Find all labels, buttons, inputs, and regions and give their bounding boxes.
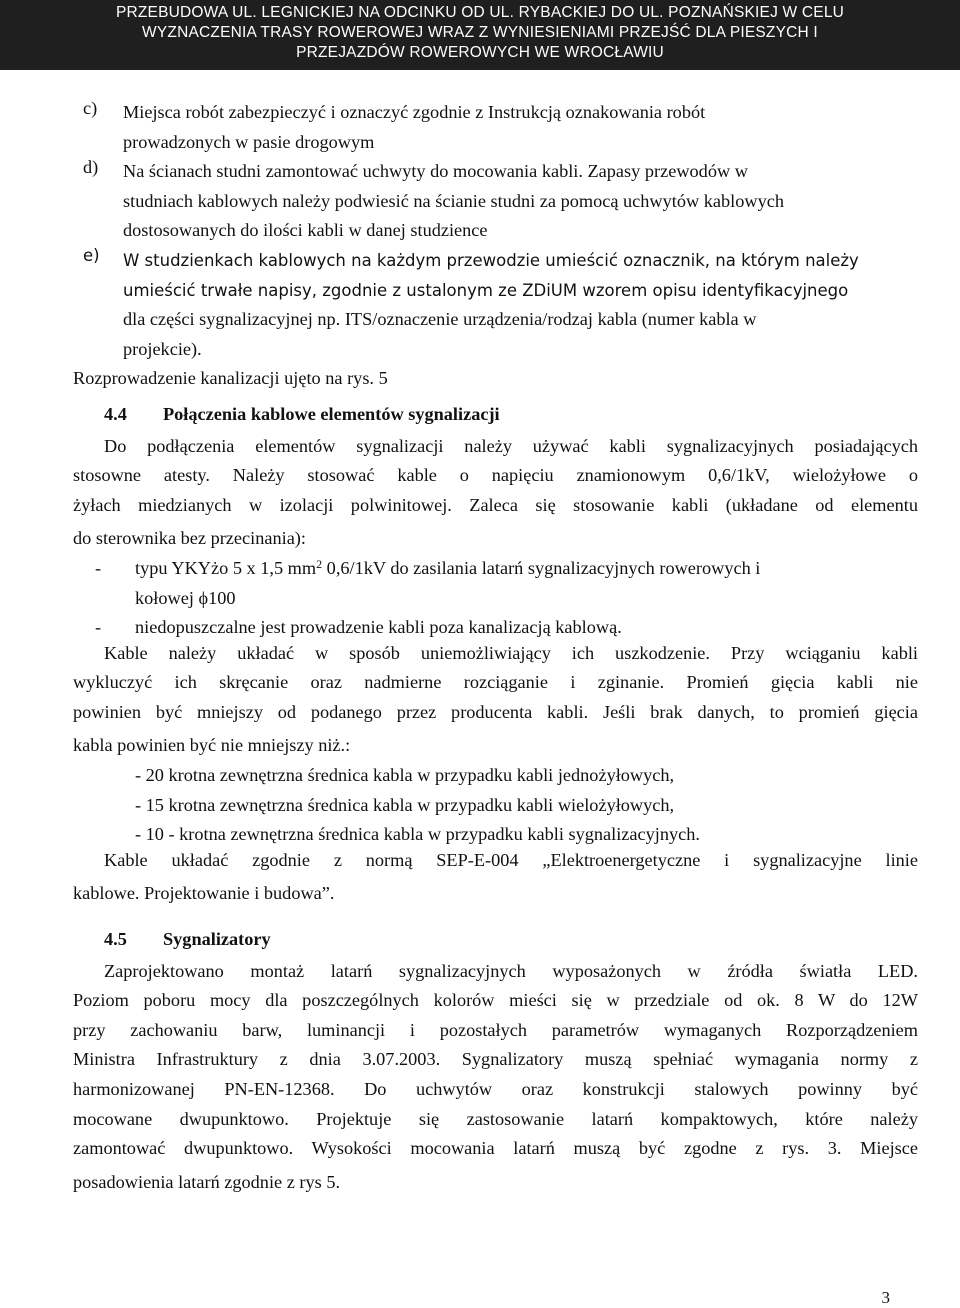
section-number: 4.4 [104, 403, 127, 424]
radius-item: - 20 krotna zewnętrzna średnica kabla w przypadku kabli jednożyłowych, [135, 765, 675, 786]
paragraph-line: Ministra Infrastruktury z dnia 3.07.2003. Sygnalizatory muszą spełniać wymagania normy z [73, 1049, 918, 1070]
paragraph-line: Do podłączenia elementów sygnalizacji należy używać kabli sygnalizacyjnych posiadających [104, 435, 918, 456]
paragraph-line: do sterownika bez przecinania): [73, 528, 306, 549]
list-item-e [73, 246, 918, 364]
radius-item: - 10 - krotna zewnętrzna średnica kabla w przypadku kabli sygnalizacyjnych. [135, 824, 700, 845]
section-heading-4-5 [73, 925, 918, 955]
header-line-3: PRZEJAZDÓW ROWEROWYCH WE WROCŁAWIU [296, 44, 664, 61]
paragraph-line: żyłach miedzianych w izolacji polwinitowej. Zaleca się stosowanie kabli (układane od elementu [73, 494, 918, 515]
section-number: 4.5 [104, 929, 127, 950]
dash-text: niedopuszczalne jest prowadzenie kabli poza kanalizacją kablową. [135, 617, 622, 638]
cable-type-text: typu YKYżo 5 x 1,5 mm [135, 557, 317, 578]
paragraph-line: przy zachowaniu barw, luminancji i pozostałych parametrów wymaganych Rozporządzeniem [73, 1019, 918, 1040]
text-line: Na ścianach studni zamontować uchwyty do mocowania kabli. Zapasy przewodów w [123, 161, 748, 182]
paragraph-line: Kable należy układać w sposób uniemożliwiający ich uszkodzenie. Przy wciąganiu kabli [104, 642, 918, 663]
text-line: W studzienkach kablowych na każdym przewodzie umieścić oznacznik, na którym należy [123, 250, 859, 270]
paragraph-line: Kable układać zgodnie z normą SEP-E-004 „Elektroenergetyczne i sygnalizacyjne linie [104, 849, 918, 870]
section-heading-4-4 [73, 400, 918, 430]
dash-item-continuation: kołowej ϕ100 [135, 587, 236, 608]
text-line: Miejsca robót zabezpieczyć i oznaczyć zgodnie z Instrukcją oznakowania robót [123, 102, 706, 122]
paragraph-line: Zaprojektowano montaż latarń sygnalizacyjnych wyposażonych w źródła światła LED. [104, 960, 918, 981]
header-line-1: PRZEBUDOWA UL. LEGNICKIEJ NA ODCINKU OD UL. RYBACKIEJ DO UL. POZNAŃSKIEJ W CELU [115, 4, 845, 21]
radius-item: - 15 krotna zewnętrzna średnica kabla w przypadku kabli wielożyłowych, [135, 794, 675, 815]
list-label: c) [83, 98, 98, 118]
text-line: dla części sygnalizacyjnej np. ITS/oznaczenie urządzenia/rodzaj kabla (numer kabla w [123, 309, 757, 330]
text-line: studniach kablowych należy podwiesić na ścianie studni za pomocą uchwytów kablowych [123, 190, 784, 211]
paragraph-line: kabla powinien być nie mniejszy niż.: [73, 735, 351, 756]
page-body [73, 98, 918, 1197]
dash-item-cable-type: - typu YKYżo 5 x 1,5 $mm^2$ 0,6/1kV do zasilania latarń sygnalizacyjnych rowerowych i [95, 556, 761, 578]
text-line: dostosowanych do ilości kabli w danej studzience [123, 220, 488, 241]
paragraph-line: mocowane dwupunktowo. Projektuje się zastosowanie latarń kompaktowych, które należy [73, 1108, 918, 1129]
paragraph-line: stosowne atesty. Należy stosować kable o napięciu znamionowym 0,6/1kV, wielożyłowe o [73, 465, 918, 486]
paragraph-line: wykluczyć ich skręcanie oraz nadmierne rozciąganie i zginanie. Promień gięcia kabli nie [73, 672, 918, 693]
paragraph-line: posadowienia latarń zgodnie z rys 5. [73, 1171, 341, 1192]
dash-item-no-outside: - niedopuszczalne jest prowadzenie kabli poza kanalizacją kablową. [95, 617, 622, 638]
list-item-d [73, 157, 918, 246]
section-title: Sygnalizatory [163, 929, 271, 950]
text-line: projekcie). [123, 338, 202, 359]
paragraph-line: harmonizowanej PN-EN-12368. Do uchwytów oraz konstrukcji stalowych powinny być [73, 1079, 918, 1099]
cable-type-text-cont: 0,6/1kV do zasilania latarń sygnalizacyjnych rowerowych i [322, 557, 761, 578]
rozprowadzenie-note: Rozprowadzenie kanalizacji ujęto na rys. 5 [73, 368, 388, 389]
text-line: umieścić trwałe napisy, zgodnie z ustalonym ze ZDiUM wzorem opisu identyfikacyjnego [123, 280, 849, 300]
paragraph-line: kablowe. Projektowanie i budowa”. [73, 883, 335, 904]
paragraph-line: zamontować dwupunktowo. Wysokości mocowania latarń muszą być zgodne z rys. 3. Miejsce [73, 1138, 918, 1159]
list-label: d) [83, 157, 99, 178]
page-number: 3 [881, 1288, 890, 1307]
superscript: 2 [316, 556, 323, 571]
document-header [0, 0, 960, 70]
paragraph-line: powinien być mniejszy od podanego przez producenta kabli. Jeśli brak danych, to promień gięcia [73, 701, 918, 722]
text-line: prowadzonych w pasie drogowym [123, 131, 375, 152]
section-title: Połączenia kablowe elementów sygnalizacji [163, 403, 500, 424]
header-line-2: WYZNACZENIA TRASY ROWEROWEJ WRAZ Z WYNIESIENIAMI PRZEJŚĆ DLA PIESZYCH I [142, 24, 818, 41]
list-label: e) [83, 245, 100, 265]
list-item-c [73, 98, 918, 157]
paragraph-line: Poziom poboru mocy dla poszczególnych kolorów mieści się w przedziale od ok. 8 W do 12W [73, 990, 918, 1011]
